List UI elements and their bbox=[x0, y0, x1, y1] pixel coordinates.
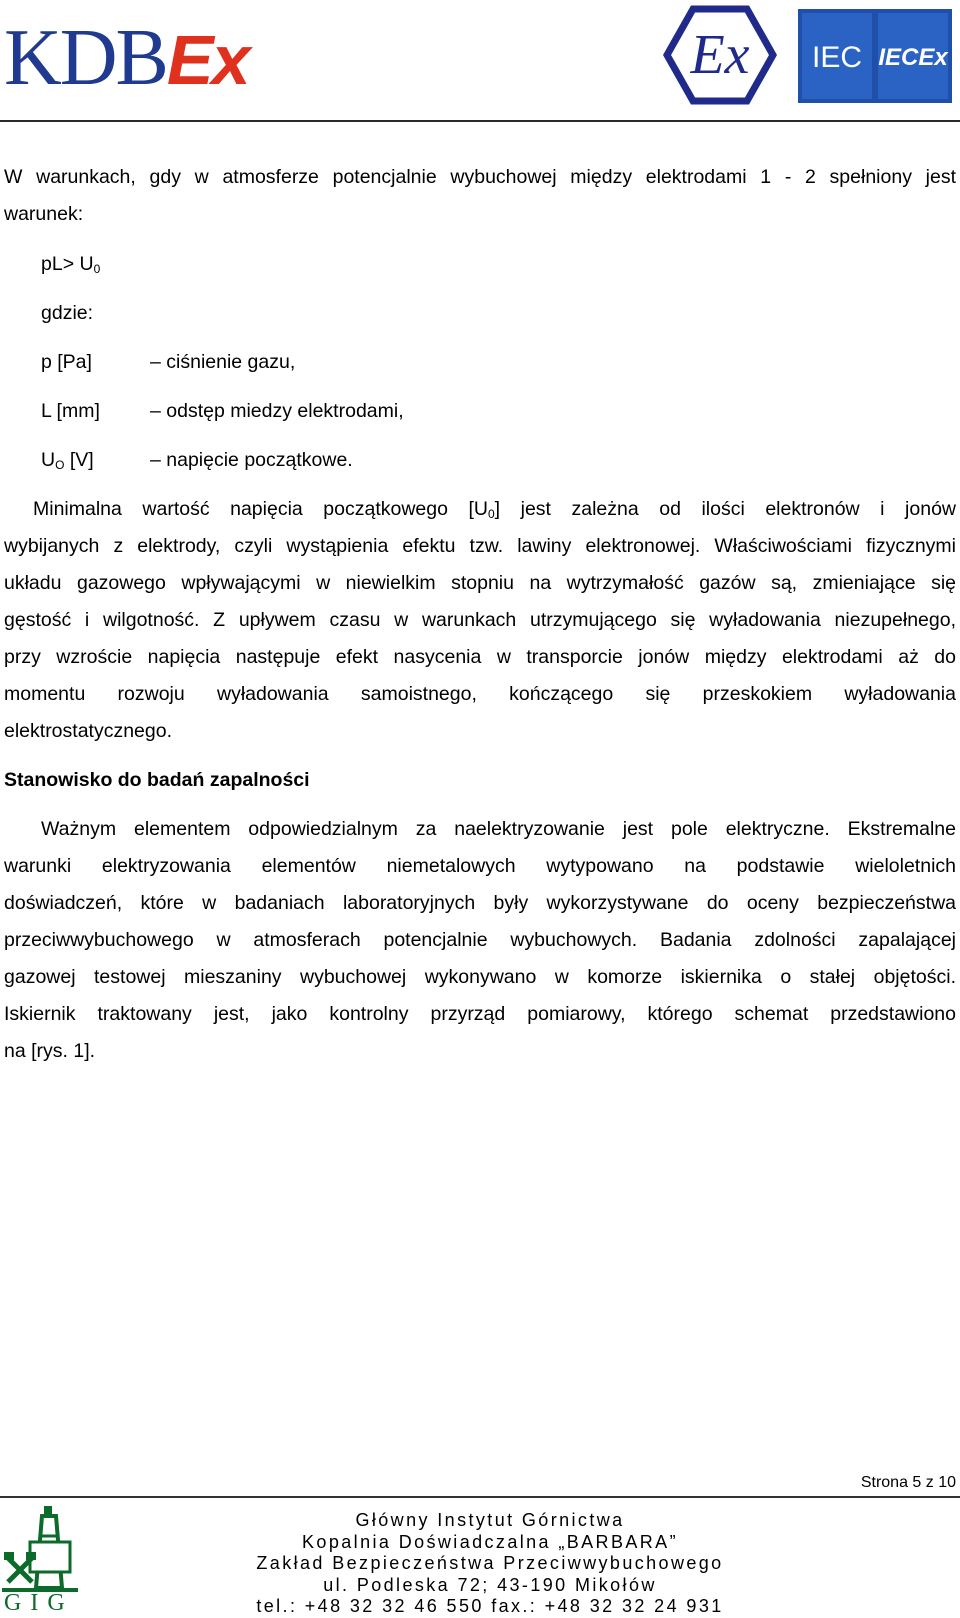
definition-symbol-p: p [Pa] bbox=[41, 351, 92, 373]
para1-line-5: przy wzroście napięcia następuje efekt nasycenia w transporcie jonów między elektrodami aż do bbox=[4, 646, 956, 668]
definition-symbol-u: $U_O$ [V] bbox=[41, 449, 94, 472]
para2-line-2: warunki elektryzowania elementów niemetalowych wytypowano na podstawie wieloletnich bbox=[4, 855, 956, 877]
ex-mark-text: Ex bbox=[690, 24, 750, 86]
gig-logo-text: GIG bbox=[4, 1590, 74, 1616]
where-label: gdzie: bbox=[41, 302, 94, 324]
footer-line-address: ul. Podleska 72; 43-190 Mikołów bbox=[323, 1574, 657, 1595]
footer-line-mine: Kopalnia Doświadczalna „BARBARA” bbox=[302, 1531, 678, 1552]
para2-line-4: przeciwwybuchowego w atmosferach potencjalnie wybuchowych. Badania zdolności zapalającej bbox=[4, 929, 956, 951]
para1-line-4: gęstość i wilgotność. Z upływem czasu w warunkach utrzymującego się wyładowania niezupełnego, bbox=[4, 609, 956, 631]
definition-symbol-l: L [mm] bbox=[41, 400, 100, 422]
definition-desc-p: – ciśnienie gazu, bbox=[150, 351, 296, 373]
formula: $pL> U_0$ bbox=[41, 253, 101, 276]
footer-line-institute: Główny Instytut Górnictwa bbox=[355, 1510, 625, 1530]
para2-line-3: doświadczeń, które w badaniach laboratoryjnych były wykorzystywane do oceny bezpieczeństwa bbox=[4, 892, 956, 914]
iec-text: IEC bbox=[811, 41, 863, 74]
header-divider bbox=[0, 120, 960, 122]
ex-hexagon-logo bbox=[663, 5, 777, 105]
footer-line-phone: tel.: +48 32 32 46 550 fax.: +48 32 32 24 931 bbox=[256, 1596, 724, 1616]
iecex-text: IECEx bbox=[878, 44, 948, 71]
intro-line-1: W warunkach, gdy w atmosferze potencjalnie wybuchowej między elektrodami 1 - 2 spełniony jest bbox=[4, 166, 956, 188]
para2-line-7: na [rys. 1]. bbox=[4, 1040, 96, 1062]
para1-line-7: elektrostatycznego. bbox=[4, 720, 173, 742]
kdbex-logo: KDBEx bbox=[4, 14, 249, 102]
definition-desc-l: – odstęp miedzy elektrodami, bbox=[150, 400, 404, 422]
para1-line-3: układu gazowego wpływającymi w niewielkim stopniu na wytrzymałość gazów są, zmieniające się bbox=[4, 572, 956, 594]
footer-divider bbox=[0, 1496, 960, 1498]
page-header bbox=[0, 0, 960, 122]
para2-line-6: Iskiernik traktowany jest, jako kontrolny przyrząd pomiarowy, którego schemat przedstawiono bbox=[4, 1003, 956, 1025]
iec-iecex-logo bbox=[798, 9, 952, 103]
definition-desc-u: – napięcie początkowe. bbox=[150, 449, 353, 471]
footer-line-department: Zakład Bezpieczeństwa Przeciwwybuchowego bbox=[256, 1553, 724, 1573]
footer-address bbox=[180, 1510, 800, 1618]
section-heading: Stanowisko do badań zapalności bbox=[4, 769, 310, 791]
para1-line-1: Minimalna wartość napięcia początkowego $[U_0]$ jest zależna od ilości elektronów i jonów bbox=[33, 498, 956, 521]
para1-line-6: momentu rozwoju wyładowania samoistnego, kończącego się przeskokiem wyładowania bbox=[4, 683, 956, 705]
para1-line-2: wybijanych z elektrody, czyli wystąpienia efektu tzw. lawiny elektronowej. Właściwościami fizycznymi bbox=[4, 535, 956, 557]
intro-line-2: warunek: bbox=[4, 203, 84, 225]
para2-line-5: gazowej testowej mieszaniny wybuchowej wykonywano w komorze iskiernika o stałej objętości. bbox=[4, 966, 956, 988]
page-number: Strona 5 z 10 bbox=[860, 1474, 956, 1491]
para2-line-1: Ważnym elementem odpowiedzialnym za naelektryzowanie jest pole elektryczne. Ekstremalne bbox=[41, 818, 956, 840]
